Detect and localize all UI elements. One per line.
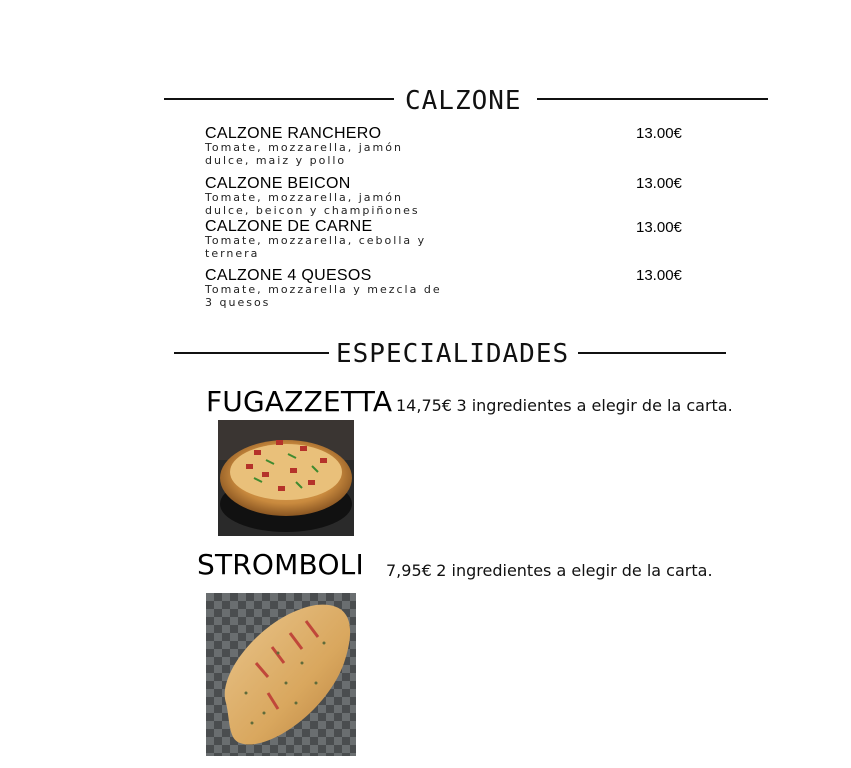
special-item-price: 7,95€ xyxy=(386,561,432,580)
calzone-item-desc: Tomate, mozzarella, jamón dulce, beicon y champiñones xyxy=(205,191,420,217)
special-item-price: 14,75€ xyxy=(396,396,452,415)
special-item-desc: 2 ingredientes a elegir de la carta. xyxy=(436,561,713,580)
calzone-item-desc: Tomate, mozzarella y mezcla de 3 quesos xyxy=(205,283,442,309)
especialidades-heading: ESPECIALIDADES xyxy=(336,339,570,369)
calzone-item-name: CALZONE 4 QUESOS xyxy=(205,267,372,284)
special-item-info xyxy=(386,561,713,581)
especialidades-rule-right xyxy=(578,352,726,354)
special-item-info xyxy=(396,396,733,416)
calzone-item-name: CALZONE BEICON xyxy=(205,175,351,192)
calzone-item-desc: Tomate, mozzarella, jamón dulce, maiz y pollo xyxy=(205,141,403,167)
calzone-heading: CALZONE xyxy=(405,86,522,116)
calzone-rule-right xyxy=(537,98,768,100)
calzone-item-price: 13.00€ xyxy=(636,267,682,284)
special-item-name: STROMBOLI xyxy=(197,548,364,581)
especialidades-rule-left xyxy=(174,352,329,354)
special-item-name: FUGAZZETTA xyxy=(206,385,393,418)
calzone-rule-left xyxy=(164,98,394,100)
calzone-item-name: CALZONE DE CARNE xyxy=(205,218,373,235)
calzone-item-price: 13.00€ xyxy=(636,125,682,142)
special-item-desc: 3 ingredientes a elegir de la carta. xyxy=(456,396,733,415)
stromboli-bread-photo xyxy=(206,593,356,756)
calzone-item-price: 13.00€ xyxy=(636,175,682,192)
fugazzetta-pizza-photo xyxy=(218,420,354,536)
calzone-item-desc: Tomate, mozzarella, cebolla y ternera xyxy=(205,234,427,260)
calzone-item-price: 13.00€ xyxy=(636,219,682,236)
calzone-item-name: CALZONE RANCHERO xyxy=(205,125,382,142)
